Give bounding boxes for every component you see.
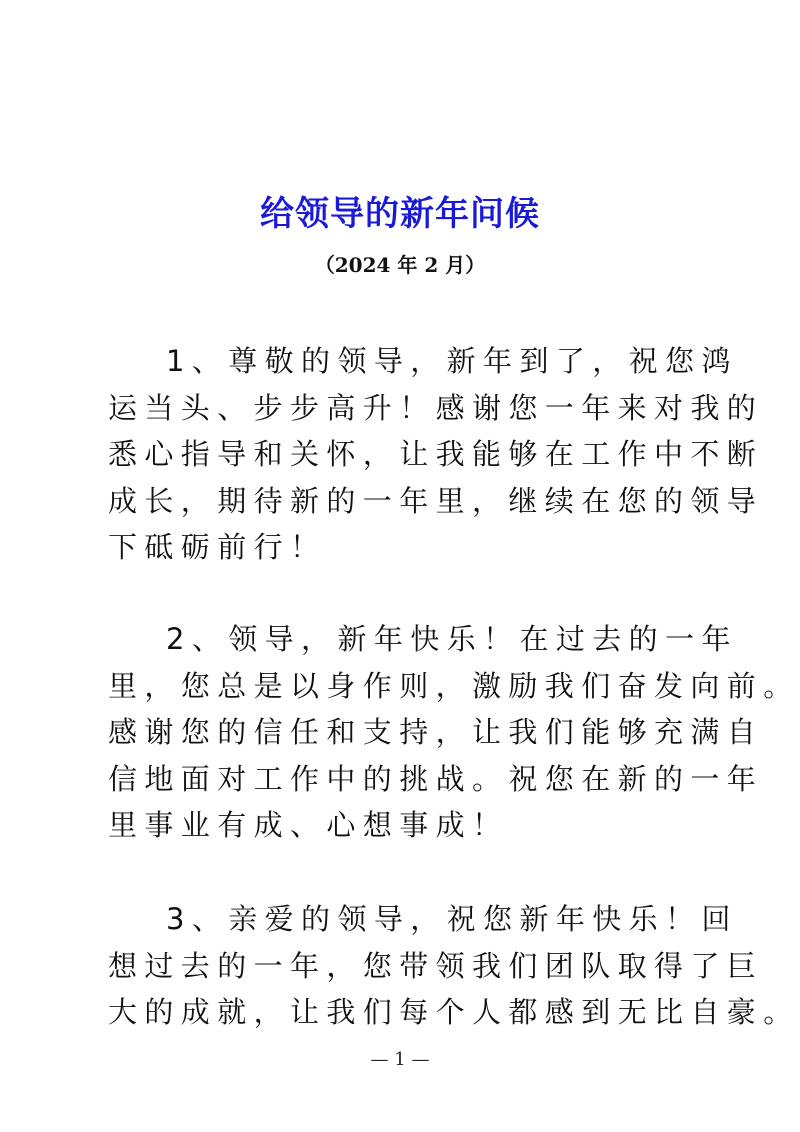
paragraph-line: 里事业有成、心想事成！ xyxy=(108,808,509,842)
paragraph-line: 想过去的一年，您带领我们团队取得了巨 xyxy=(108,948,764,983)
document-date: （2024 年 2 月） xyxy=(314,253,486,277)
document-title: 给领导的新年问候 xyxy=(260,194,540,234)
paragraph-line: 信地面对工作中的挑战。祝您在新的一年 xyxy=(108,761,764,796)
paragraph-line: 悉心指导和关怀，让我能够在工作中不断 xyxy=(108,437,764,471)
paragraph-2 xyxy=(108,616,800,849)
paragraph-line: 2、领导，新年快乐！在过去的一年 xyxy=(166,622,738,656)
paragraph-3 xyxy=(108,896,800,1036)
paragraph-line: 1、尊敬的领导，新年到了，祝您鸿 xyxy=(166,344,738,378)
paragraph-line: 大的成就，让我们每个人都感到无比自豪。 xyxy=(108,995,800,1029)
paragraph-line: 3、亲爱的领导，祝您新年快乐！回 xyxy=(166,902,738,936)
paragraph-line: 运当头、步步高升！感谢您一年来对我的 xyxy=(108,390,764,425)
paragraph-1 xyxy=(108,338,764,571)
paragraph-line: 下砥砺前行！ xyxy=(108,530,327,564)
paragraph-line: 成长，期待新的一年里，继续在您的领导 xyxy=(108,483,764,518)
page-number: — 1 — xyxy=(370,1049,430,1070)
paragraph-line: 感谢您的信任和支持，让我们能够充满自 xyxy=(108,715,764,749)
paragraph-line: 里，您总是以身作则，激励我们奋发向前。 xyxy=(108,668,800,703)
